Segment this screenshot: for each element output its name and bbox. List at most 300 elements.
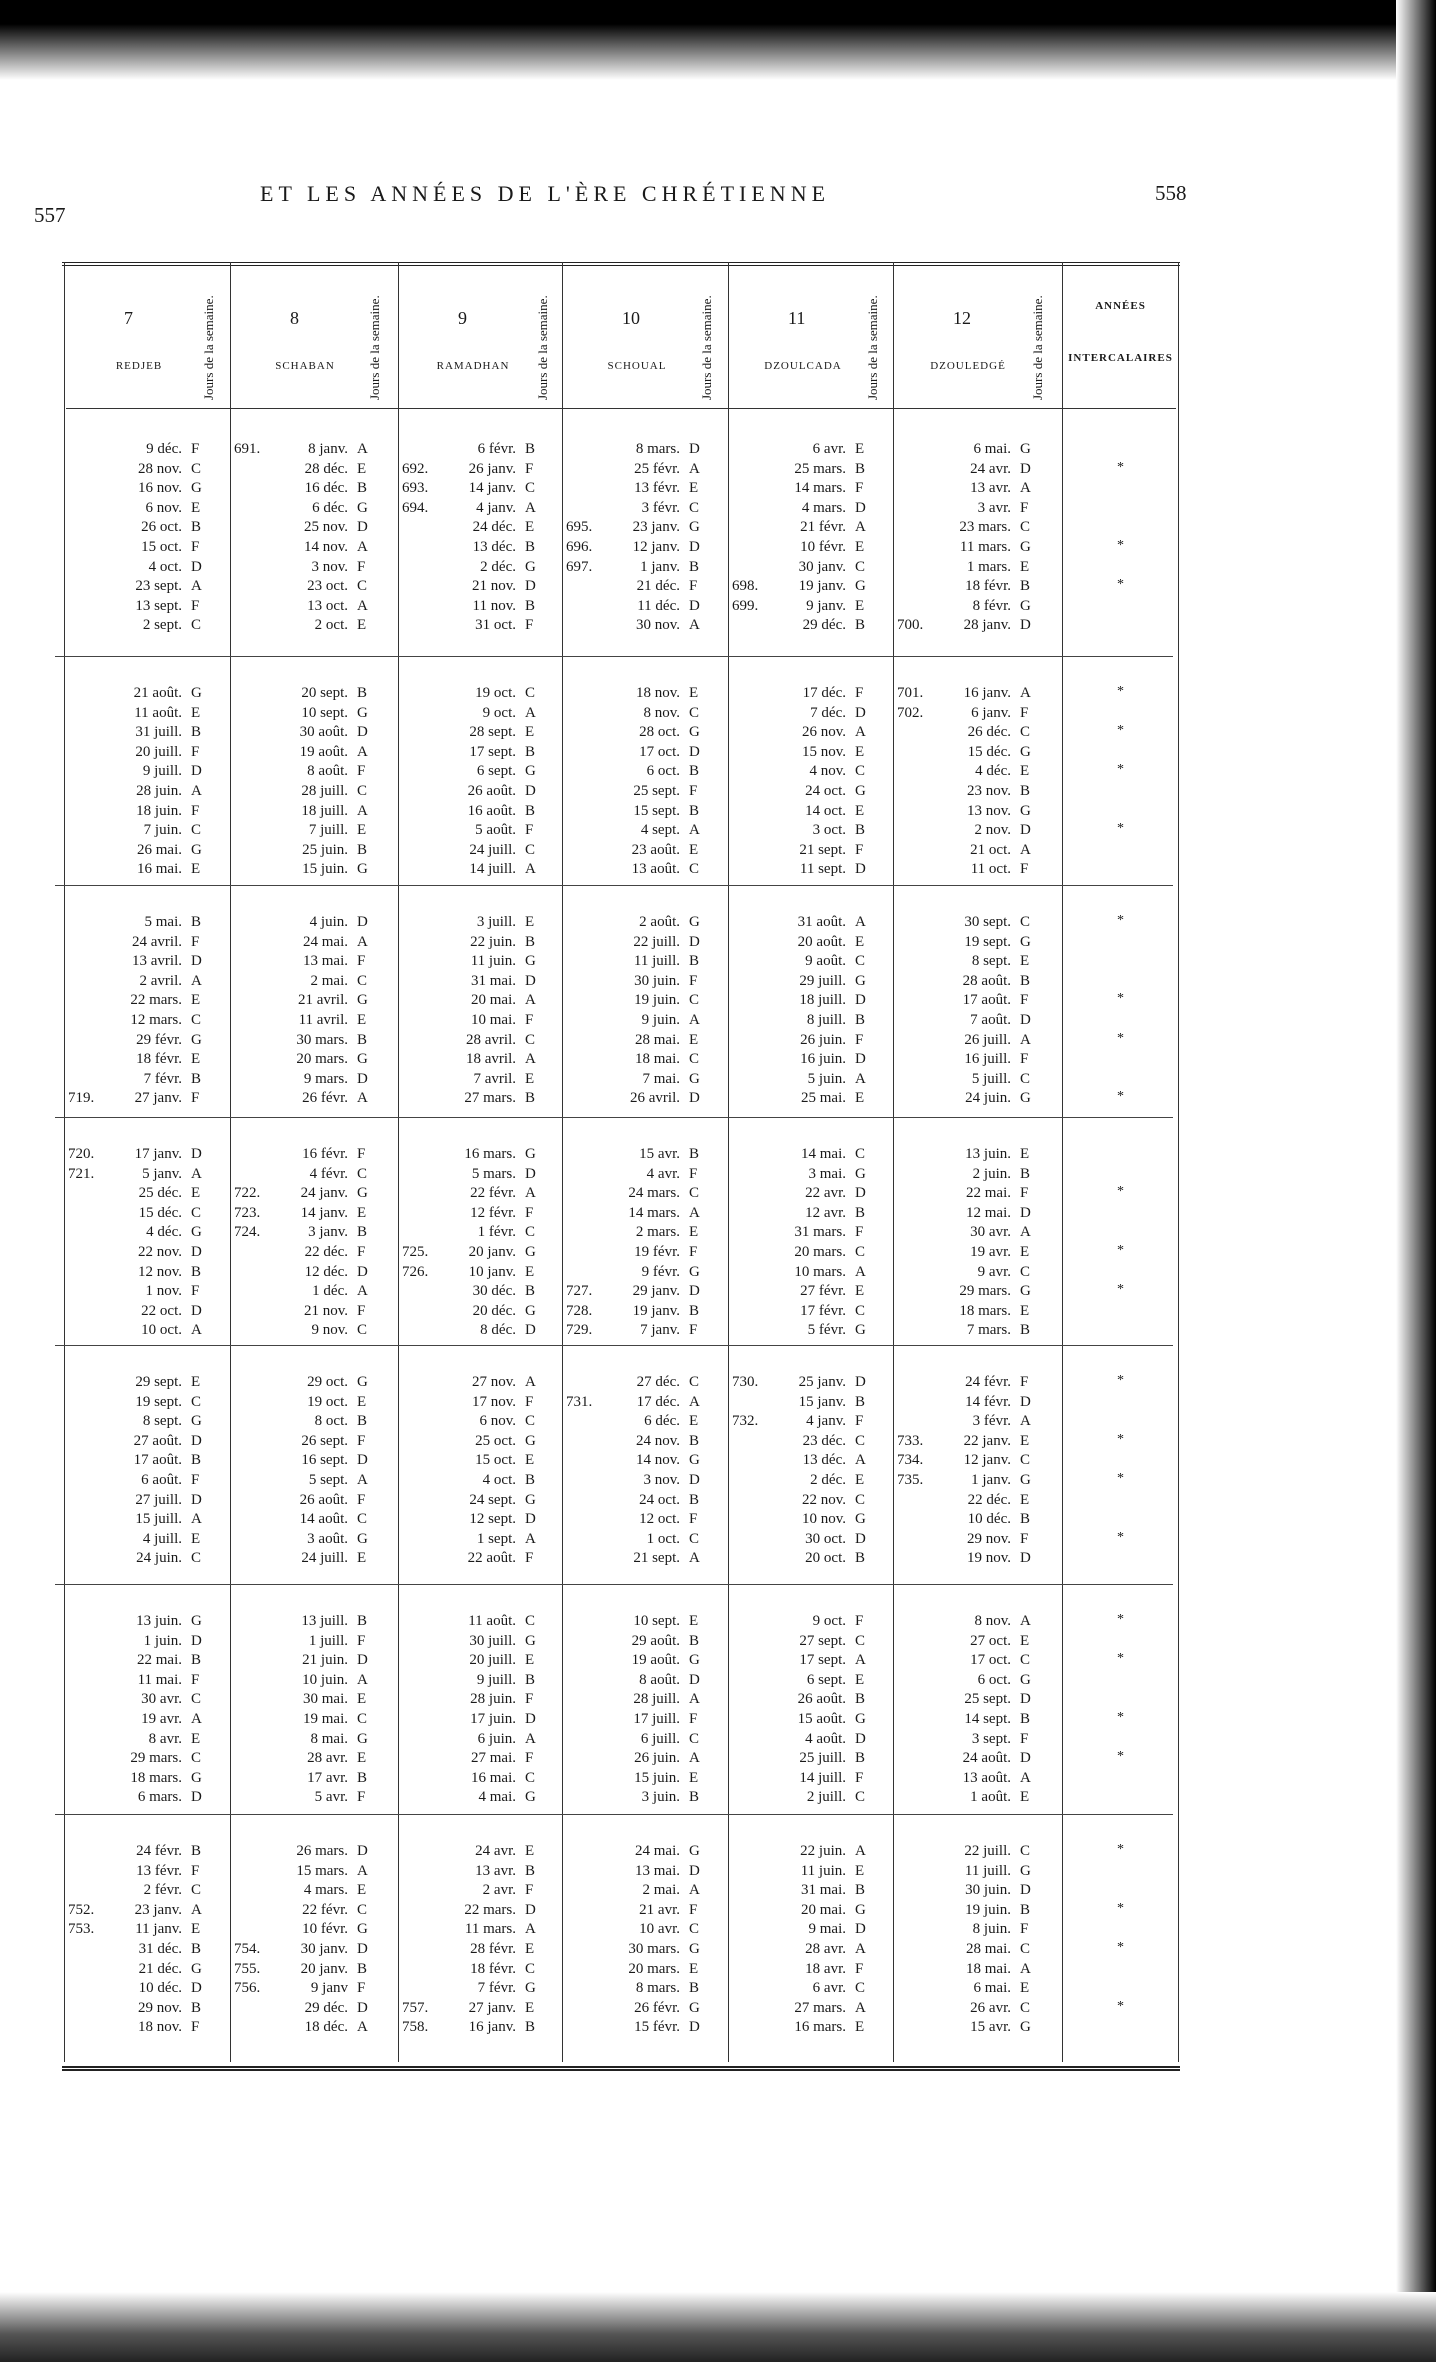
weekday-letter: D <box>1020 822 1031 839</box>
gregorian-date: 8 oct. <box>314 1413 348 1430</box>
weekday-letter: B <box>357 1413 368 1430</box>
intercalary-mark: * <box>1117 1243 1124 1258</box>
hegira-year: 694. <box>402 499 429 516</box>
weekday-letter: C <box>855 1432 866 1449</box>
weekday-letter: G <box>689 1652 700 1669</box>
weekday-letter: F <box>855 1960 864 1977</box>
weekday-letter: E <box>357 822 367 839</box>
page-title: ET LES ANNÉES DE L'ÈRE CHRÉTIENNE <box>260 181 831 206</box>
weekday-letter: A <box>357 1090 368 1107</box>
gregorian-date: 6 avr. <box>812 441 846 457</box>
gregorian-date: 1 nov. <box>145 1283 182 1300</box>
weekday-letter: A <box>1020 1960 1031 1977</box>
gregorian-date: 6 mars. <box>137 1789 182 1806</box>
weekday-letter: D <box>525 1322 536 1339</box>
gregorian-date: 19 janv. <box>632 1302 680 1319</box>
weekday-letter: B <box>689 1432 700 1449</box>
gregorian-date: 15 avr. <box>639 1146 680 1162</box>
gregorian-date: 30 oct. <box>805 1530 846 1547</box>
weekday-letter: G <box>855 972 866 989</box>
gregorian-date: 24 déc. <box>472 519 516 536</box>
gregorian-date: 24 avr. <box>970 460 1011 477</box>
weekday-letter: A <box>525 1185 536 1202</box>
gregorian-date: 19 mai. <box>303 1711 348 1727</box>
gregorian-date: 2 juin. <box>972 1165 1011 1182</box>
gregorian-date: 26 juin. <box>634 1750 680 1767</box>
weekday-letter: B <box>191 1999 202 2016</box>
gregorian-date: 14 mars. <box>794 480 846 497</box>
group-rule <box>55 1117 1173 1118</box>
weekday-letter: E <box>357 1204 367 1221</box>
weekday-letter: C <box>1020 1263 1031 1280</box>
weekday-letter: C <box>1020 914 1031 930</box>
gregorian-date: 26 déc. <box>967 724 1011 741</box>
gregorian-date: 10 mars. <box>794 1263 846 1280</box>
weekday-letter: D <box>357 914 368 930</box>
weekday-letter: E <box>357 1012 367 1028</box>
weekday-letter: F <box>191 2019 200 2036</box>
weekday-letter: A <box>191 578 202 595</box>
gregorian-date: 12 mai. <box>966 1204 1011 1221</box>
gregorian-date: 12 déc. <box>304 1263 348 1280</box>
weekday-header: Jours de la semaine. <box>367 295 382 400</box>
weekday-letter: B <box>855 1204 866 1221</box>
gregorian-date: 20 oct. <box>805 1550 846 1567</box>
gregorian-date: 4 mai. <box>478 1789 516 1806</box>
gregorian-date: 10 oct. <box>141 1322 182 1339</box>
weekday-letter: A <box>191 1511 202 1528</box>
intercalary-mark: * <box>1117 1651 1124 1667</box>
weekday-letter: E <box>525 1070 535 1087</box>
weekday-letter: E <box>357 460 367 477</box>
weekday-letter: A <box>855 1263 866 1280</box>
gregorian-date: 30 janv. <box>300 1941 348 1957</box>
gregorian-date: 6 déc. <box>644 1413 680 1430</box>
weekday-letter: B <box>191 1843 202 1859</box>
weekday-letter: G <box>191 480 202 497</box>
gregorian-date: 20 mars. <box>628 1960 680 1977</box>
gregorian-date: 8 sept. <box>142 1413 182 1430</box>
gregorian-date: 25 oct. <box>475 1432 516 1449</box>
gregorian-date: 24 févr. <box>136 1843 182 1859</box>
weekday-letter: B <box>191 914 202 930</box>
gregorian-date: 11 nov. <box>472 597 516 614</box>
gregorian-date: 28 oct. <box>639 724 680 741</box>
gregorian-date: 2 sept. <box>142 617 182 634</box>
gregorian-date: 19 avr. <box>970 1244 1011 1260</box>
gregorian-date: 6 nov. <box>479 1413 516 1430</box>
gregorian-date: 23 janv. <box>632 519 680 536</box>
weekday-letter: G <box>357 1051 368 1068</box>
gregorian-date: 29 déc. <box>802 617 846 634</box>
weekday-letter: A <box>855 724 866 741</box>
gregorian-date: 19 oct. <box>475 685 516 701</box>
weekday-letter: G <box>357 992 368 1009</box>
gregorian-date: 11 sept. <box>799 861 846 878</box>
gregorian-date: 29 nov. <box>137 1999 182 2016</box>
gregorian-date: 3 juill. <box>476 914 516 930</box>
hegira-year: 724. <box>234 1224 261 1241</box>
gregorian-date: 18 nov. <box>137 2019 182 2036</box>
gregorian-date: 16 janv. <box>468 2019 516 2036</box>
weekday-header: Jours de la semaine. <box>535 295 550 400</box>
weekday-letter: D <box>357 1999 368 2016</box>
gregorian-date: 21 déc. <box>138 1960 182 1977</box>
weekday-letter: E <box>855 802 865 819</box>
weekday-letter: D <box>689 539 700 555</box>
weekday-letter: E <box>855 1862 865 1879</box>
intercalary-mark: * <box>1117 821 1124 837</box>
gregorian-date: 3 févr. <box>972 1413 1011 1430</box>
weekday-letter: E <box>525 1652 535 1669</box>
gregorian-date: 28 nov. <box>137 460 182 477</box>
weekday-letter: G <box>191 1960 202 1977</box>
weekday-letter: G <box>191 1613 202 1629</box>
weekday-letter: C <box>525 685 536 701</box>
gregorian-date: 4 sept. <box>640 822 680 839</box>
weekday-letter: D <box>191 1432 202 1449</box>
weekday-letter: G <box>525 1632 536 1649</box>
weekday-letter: F <box>357 1789 366 1806</box>
gregorian-date: 23 sept. <box>135 578 182 595</box>
column-rule <box>230 262 231 2062</box>
gregorian-date: 18 juill. <box>799 992 846 1009</box>
weekday-letter: D <box>855 704 866 721</box>
gregorian-date: 27 févr. <box>800 1283 846 1300</box>
weekday-letter: F <box>689 972 698 989</box>
weekday-letter: D <box>1020 460 1031 477</box>
gregorian-date: 22 févr. <box>470 1185 516 1202</box>
gregorian-date: 28 févr. <box>470 1941 516 1957</box>
weekday-letter: B <box>855 1393 866 1410</box>
gregorian-date: 1 janv. <box>640 558 680 575</box>
gregorian-date: 30 nov. <box>635 617 680 634</box>
intercalary-mark: * <box>1117 1842 1124 1857</box>
gregorian-date: 7 juill. <box>308 822 348 839</box>
weekday-letter: D <box>855 861 866 878</box>
gregorian-date: 28 juin. <box>136 783 182 799</box>
weekday-letter: C <box>855 1789 866 1806</box>
weekday-letter: B <box>357 1960 368 1977</box>
gregorian-date: 1 juin. <box>143 1632 182 1649</box>
gregorian-date: 4 oct. <box>148 558 182 575</box>
hegira-year: 731. <box>566 1393 593 1410</box>
gregorian-date: 16 mai. <box>471 1769 516 1786</box>
weekday-letter: E <box>1020 1980 1030 1997</box>
gregorian-date: 28 sept. <box>469 724 516 741</box>
gregorian-date: 3 janv. <box>308 1224 348 1241</box>
intercalary-mark: * <box>1117 1749 1124 1765</box>
gregorian-date: 1 août. <box>970 1789 1011 1806</box>
gregorian-date: 4 oct. <box>482 1472 516 1488</box>
weekday-letter: E <box>191 499 201 516</box>
gregorian-date: 15 sept. <box>633 802 680 819</box>
gregorian-date: 17 déc. <box>636 1393 680 1410</box>
weekday-letter: F <box>191 539 200 555</box>
gregorian-date: 19 oct. <box>307 1393 348 1410</box>
gregorian-date: 29 déc. <box>304 1999 348 2016</box>
hegira-year: 732. <box>732 1413 759 1430</box>
gregorian-date: 31 juill. <box>135 724 182 741</box>
gregorian-date: 2 oct. <box>314 617 348 634</box>
weekday-letter: D <box>689 1090 700 1107</box>
weekday-letter: D <box>191 763 202 780</box>
gregorian-date: 29 oct. <box>307 1374 348 1390</box>
hegira-year: 753. <box>68 1921 95 1938</box>
scan-edge-top <box>0 0 1436 80</box>
weekday-letter: C <box>357 972 368 989</box>
intercalary-mark: * <box>1117 1431 1124 1447</box>
gregorian-date: 17 nov. <box>471 1393 516 1410</box>
gregorian-date: 2 nov. <box>974 822 1011 839</box>
gregorian-date: 31 mai. <box>801 1882 846 1899</box>
intercalary-mark: * <box>1117 684 1124 699</box>
weekday-letter: B <box>357 1613 368 1629</box>
month-number: 10 <box>622 308 640 328</box>
weekday-letter: B <box>525 1862 536 1879</box>
group-rule <box>55 656 1173 657</box>
weekday-letter: G <box>525 763 536 780</box>
gregorian-date: 22 juin. <box>800 1843 846 1859</box>
weekday-letter: C <box>1020 1843 1031 1859</box>
weekday-letter: E <box>689 841 699 858</box>
gregorian-date: 9 avr. <box>977 1263 1011 1280</box>
weekday-letter: A <box>689 1550 700 1567</box>
gregorian-date: 19 août. <box>299 743 348 760</box>
gregorian-date: 11 août. <box>468 1613 516 1629</box>
gregorian-date: 10 avr. <box>639 1921 680 1938</box>
gregorian-date: 1 déc. <box>312 1283 348 1300</box>
weekday-letter: B <box>689 1980 700 1997</box>
month-name: SCHOUAL <box>607 360 667 372</box>
weekday-letter: C <box>191 1012 202 1028</box>
weekday-letter: B <box>1020 1711 1031 1727</box>
gregorian-date: 27 août. <box>133 1432 182 1449</box>
weekday-letter: A <box>1020 1224 1031 1241</box>
gregorian-date: 5 juill. <box>971 1070 1011 1087</box>
weekday-letter: G <box>689 1999 700 2016</box>
gregorian-date: 18 mai. <box>635 1051 680 1068</box>
gregorian-date: 19 sept. <box>964 933 1011 950</box>
weekday-letter: G <box>357 1921 368 1938</box>
weekday-letter: D <box>525 783 536 799</box>
weekday-letter: A <box>525 1051 536 1068</box>
group-rule <box>55 1345 1173 1346</box>
weekday-letter: E <box>1020 1432 1030 1449</box>
weekday-letter: A <box>191 1322 202 1339</box>
gregorian-date: 30 août. <box>299 724 348 741</box>
weekday-letter: D <box>1020 1393 1031 1410</box>
page-number-left: 557 <box>34 203 66 227</box>
column-rule <box>64 262 65 2062</box>
intercalary-mark: * <box>1117 1710 1124 1725</box>
gregorian-date: 16 févr. <box>302 1146 348 1162</box>
gregorian-date: 17 déc. <box>802 685 846 701</box>
gregorian-date: 13 juin. <box>965 1146 1011 1162</box>
weekday-letter: C <box>855 558 866 575</box>
weekday-letter: A <box>689 460 700 477</box>
weekday-letter: D <box>191 558 202 575</box>
gregorian-date: 2 avr. <box>482 1882 516 1899</box>
gregorian-date: 25 nov. <box>303 519 348 536</box>
gregorian-date: 2 juill. <box>806 1789 846 1806</box>
weekday-letter: B <box>689 1632 700 1649</box>
gregorian-date: 22 déc. <box>304 1244 348 1260</box>
weekday-letter: A <box>855 914 866 930</box>
weekday-letter: G <box>855 1711 866 1727</box>
weekday-letter: G <box>191 1224 202 1241</box>
gregorian-date: 9 mars. <box>303 1070 348 1087</box>
gregorian-date: 24 févr. <box>965 1374 1011 1390</box>
weekday-letter: E <box>357 1691 367 1708</box>
weekday-letter: E <box>191 1730 201 1747</box>
gregorian-date: 22 nov. <box>801 1491 846 1508</box>
weekday-letter: E <box>1020 1789 1030 1806</box>
weekday-letter: E <box>689 1613 699 1629</box>
gregorian-date: 29 août. <box>631 1632 680 1649</box>
weekday-letter: B <box>1020 1165 1031 1182</box>
weekday-letter: F <box>1020 1051 1029 1068</box>
gregorian-date: 17 août. <box>962 992 1011 1009</box>
weekday-letter: F <box>357 763 366 780</box>
weekday-letter: G <box>689 1263 700 1280</box>
hegira-year: 721. <box>68 1165 95 1182</box>
weekday-letter: F <box>855 480 864 497</box>
weekday-letter: G <box>357 1730 368 1747</box>
gregorian-date: 23 janv. <box>134 1901 182 1918</box>
weekday-letter: A <box>525 1530 536 1547</box>
gregorian-date: 11 mai. <box>137 1671 182 1688</box>
weekday-letter: C <box>525 1613 536 1629</box>
gregorian-date: 8 févr. <box>972 597 1011 614</box>
weekday-letter: D <box>689 1862 700 1879</box>
weekday-letter: D <box>1020 1012 1031 1028</box>
gregorian-date: 16 janv. <box>963 685 1011 701</box>
gregorian-date: 17 janv. <box>134 1146 182 1162</box>
weekday-letter: G <box>1020 802 1031 819</box>
weekday-letter: C <box>1020 519 1031 536</box>
weekday-letter: G <box>1020 2019 1031 2036</box>
weekday-letter: B <box>689 802 700 819</box>
weekday-letter: B <box>1020 972 1031 989</box>
weekday-letter: C <box>1020 1999 1031 2016</box>
weekday-letter: D <box>855 499 866 516</box>
gregorian-date: 30 juin. <box>965 1882 1011 1899</box>
weekday-letter: G <box>1020 743 1031 760</box>
weekday-letter: G <box>855 1165 866 1182</box>
weekday-letter: D <box>855 1185 866 1202</box>
gregorian-date: 17 juin. <box>470 1711 516 1727</box>
gregorian-date: 2 févr. <box>143 1882 182 1899</box>
gregorian-date: 22 déc. <box>967 1491 1011 1508</box>
hegira-year: 755. <box>234 1960 261 1977</box>
gregorian-date: 29 nov. <box>966 1530 1011 1547</box>
weekday-letter: C <box>1020 724 1031 741</box>
gregorian-date: 14 mars. <box>628 1204 680 1221</box>
weekday-letter: G <box>191 1031 202 1048</box>
weekday-letter: G <box>689 1452 700 1469</box>
gregorian-date: 27 mai. <box>471 1750 516 1767</box>
gregorian-date: 24 juin. <box>136 1550 182 1567</box>
gregorian-date: 20 sept. <box>301 685 348 701</box>
gregorian-date: 16 mars. <box>464 1146 516 1162</box>
weekday-letter: A <box>357 2019 368 2036</box>
gregorian-date: 24 avril. <box>132 933 182 950</box>
weekday-letter: G <box>689 724 700 741</box>
gregorian-date: 10 sept. <box>301 704 348 721</box>
gregorian-date: 13 juill. <box>301 1613 348 1629</box>
weekday-letter: F <box>357 558 366 575</box>
gregorian-date: 15 août. <box>797 1711 846 1727</box>
gregorian-date: 8 sept. <box>971 953 1011 970</box>
weekday-letter: A <box>191 1165 202 1182</box>
month-name: DZOULEDGÉ <box>930 360 1006 372</box>
gregorian-date: 13 juin. <box>136 1613 182 1629</box>
intercalary-mark: * <box>1117 1471 1124 1486</box>
weekday-letter: F <box>855 1613 864 1629</box>
weekday-letter: G <box>357 861 368 878</box>
gregorian-date: 22 mars. <box>130 992 182 1009</box>
weekday-letter: D <box>191 1244 202 1260</box>
gregorian-date: 6 sept. <box>806 1671 846 1688</box>
gregorian-date: 18 nov. <box>635 685 680 701</box>
gregorian-date: 3 juin. <box>641 1789 680 1806</box>
weekday-letter: D <box>855 1530 866 1547</box>
weekday-letter: A <box>689 1393 700 1410</box>
gregorian-date: 5 juin. <box>807 1070 846 1087</box>
weekday-letter: A <box>1020 1031 1031 1048</box>
weekday-letter: F <box>357 1432 366 1449</box>
gregorian-date: 2 déc. <box>810 1472 846 1488</box>
gregorian-date: 14 juill. <box>799 1769 846 1786</box>
weekday-letter: F <box>525 822 534 839</box>
weekday-letter: F <box>191 441 200 457</box>
weekday-letter: A <box>357 1862 368 1879</box>
gregorian-date: 2 mai. <box>642 1882 680 1899</box>
gregorian-date: 8 janv. <box>308 441 348 457</box>
weekday-letter: F <box>357 1632 366 1649</box>
weekday-letter: E <box>689 1413 699 1430</box>
weekday-letter: D <box>689 933 700 950</box>
weekday-letter: D <box>1020 1750 1031 1767</box>
gregorian-date: 21 juin. <box>302 1652 348 1669</box>
gregorian-date: 28 janv. <box>963 617 1011 634</box>
weekday-letter: F <box>1020 1530 1029 1547</box>
gregorian-date: 8 déc. <box>480 1322 516 1339</box>
weekday-letter: A <box>855 1070 866 1087</box>
gregorian-date: 26 févr. <box>302 1090 348 1107</box>
gregorian-date: 22 mai. <box>137 1652 182 1669</box>
gregorian-date: 25 déc. <box>138 1185 182 1202</box>
gregorian-date: 8 mars. <box>635 1980 680 1997</box>
gregorian-date: 16 mars. <box>794 2019 846 2036</box>
weekday-letter: D <box>357 1843 368 1859</box>
hegira-year: 720. <box>68 1146 95 1162</box>
intercalary-mark: * <box>1117 1612 1124 1627</box>
weekday-letter: C <box>525 1960 536 1977</box>
hegira-year: 701. <box>897 685 924 701</box>
weekday-letter: E <box>689 1960 699 1977</box>
hegira-year: 726. <box>402 1263 429 1280</box>
gregorian-date: 16 sept. <box>301 1452 348 1469</box>
weekday-letter: B <box>525 1283 536 1300</box>
weekday-letter: G <box>689 1941 700 1957</box>
weekday-letter: E <box>1020 1491 1030 1508</box>
weekday-letter: C <box>357 1322 368 1339</box>
weekday-letter: A <box>1020 1413 1031 1430</box>
gregorian-date: 28 avril. <box>466 1031 516 1048</box>
hegira-year: 756. <box>234 1980 261 1997</box>
